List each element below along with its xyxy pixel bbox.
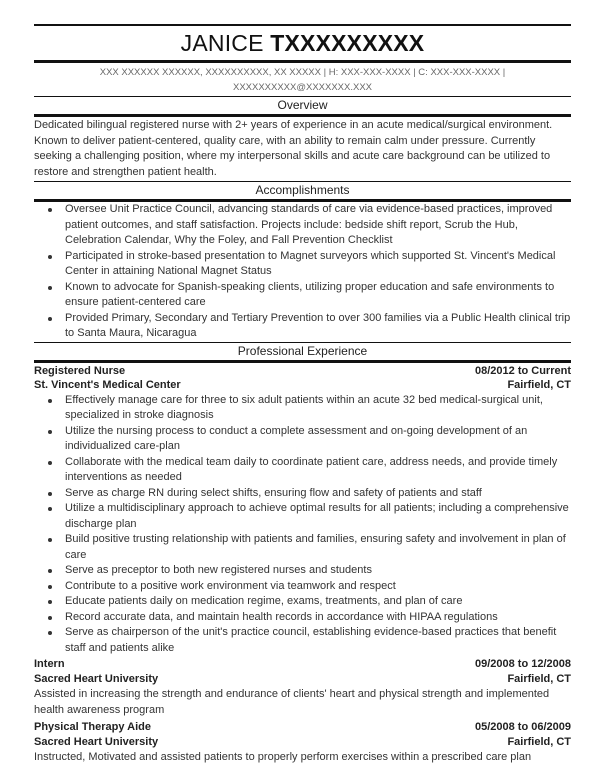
contact-info [34,63,571,96]
job-location: Fairfield, CT [507,735,571,748]
bullet-icon [48,569,52,573]
bullet-icon [48,631,52,635]
job-entry-physical-therapy-aide [34,719,571,767]
contact-line-address-phones: XXX XXXXXX XXXXXX, XXXXXXXXXX, XX XXXXX | H: XXX-XXX-XXXX | C: XXX-XXX-XXXX | [99,67,506,78]
job-title: Intern [34,658,65,670]
job-title-row [34,657,571,672]
job-dates: 08/2012 to Current [475,364,571,377]
job-employer-row [34,378,571,393]
accomplishment-item: Oversee Unit Practice Council, advancing standards of care via evidence-based practices, improved patient outcomes, and staff satisfaction. Projects include: bedside shift report, Scrub the Hub, Celebration Calendar, Why the Foley, and Fall Prevention Checklist [34,202,571,249]
job-duty-item: Collaborate with the medical team daily to coordinate patient care, address needs, and provide timely interventions as needed [34,455,571,486]
job-dates: 05/2008 to 06/2009 [474,721,571,733]
job-duty-item: Educate patients daily on medication regime, exams, treatments, and plan of care [34,594,571,610]
job-duty-item: Effectively manage care for three to six adult patients within an acute 32 bed medical-surgical unit, specialized in stroke diagnosis [34,393,571,424]
job-duty-item: Record accurate data, and maintain health records in accordance with HIPAA regulations [34,610,571,626]
job-employer: St. Vincent's Medical Center [34,379,181,391]
job-employer: Sacred Heart University [34,672,159,685]
bullet-icon [48,585,52,589]
bullet-icon [48,600,52,604]
first-name: JANICE [180,30,264,56]
bullet-icon [48,507,52,511]
job-location: Fairfield, CT [507,672,571,685]
job-duty-item: Serve as chairperson of the unit's practice council, establishing evidence-based practices that benefit staff and patients alike [34,625,571,656]
job-location: Fairfield, CT [507,379,571,391]
job-duty-item: Serve as charge RN during select shifts, ensuring flow and safety of patients and staff [34,486,571,502]
bullet-icon [48,286,52,290]
job-title: Registered Nurse [34,364,126,377]
accomplishment-item: Provided Primary, Secondary and Tertiary Prevention to over 300 families via a Public Health clinical trip to Santa Maura, Nicaragua [34,311,571,342]
job-title: Physical Therapy Aide [34,721,151,733]
job-title-row [34,364,571,379]
bullet-icon [48,255,52,259]
bullet-icon [48,461,52,465]
accomplishments-list [34,202,571,342]
job-employer-row [34,735,571,750]
bullet-icon [48,317,52,321]
job-title-row [34,720,571,735]
last-name: TXXXXXXXXX [270,30,425,56]
accomplishment-item: Known to advocate for Spanish-speaking clients, utilizing proper education and safe environments to ensure patient-centered care [34,280,571,311]
bullet-icon [48,538,52,542]
section-heading-overview: Overview [34,96,571,117]
candidate-name [34,26,571,60]
section-heading-accomplishments: Accomplishments [34,181,571,202]
bullet-icon [48,492,52,496]
job-dates: 09/2008 to 12/2008 [474,658,571,670]
contact-line-email: XXXXXXXXXX@XXXXXXX.XXX [232,82,372,93]
bullet-icon [48,208,52,212]
job-duty-item: Serve as preceptor to both new registered nurses and students [34,563,571,579]
section-heading-experience: Professional Experience [34,342,571,363]
job-employer-row [34,672,571,687]
resume-page [34,24,571,767]
job-entry-intern [34,656,571,719]
bullet-icon [48,399,52,403]
job-duty-item: Utilize the nursing process to conduct a complete assessment and on-going development of an individualized care-plan [34,424,571,455]
job-description: Assisted in increasing the strength and endurance of clients' heart and physical strength and implemented health awareness program [34,688,550,716]
bullet-icon [48,430,52,434]
accomplishment-item: Participated in stroke-based presentation to Magnet surveyors which supported St. Vincent's Medical Center in attaining National Magnet Status [34,249,571,280]
job-duty-item: Utilize a multidisciplinary approach to achieve optimal results for all patients; including a comprehensive discharge plan [34,501,571,532]
overview-text: Dedicated bilingual registered nurse with 2+ years of experience in an acute medical/surgical environment. Known to deliver patient-centered, quality care, with an ability to remain calm under pressure. Currently seeking a challenging position, where my interpersonal skills and acute care background can be utilized to restore and strengthen patient health. [34,119,553,178]
job-entry-registered-nurse [34,363,571,657]
bullet-icon [48,616,52,620]
job-employer: Sacred Heart University [34,735,159,748]
job-duty-item: Build positive trusting relationship with patients and families, ensuring safety and involvement in plan of care [34,532,571,563]
job-description: Instructed, Motivated and assisted patients to properly perform exercises within a prescribed care plan [34,751,532,763]
job-duty-item: Contribute to a positive work environment via teamwork and respect [34,579,571,595]
job-duties-list [34,393,571,657]
